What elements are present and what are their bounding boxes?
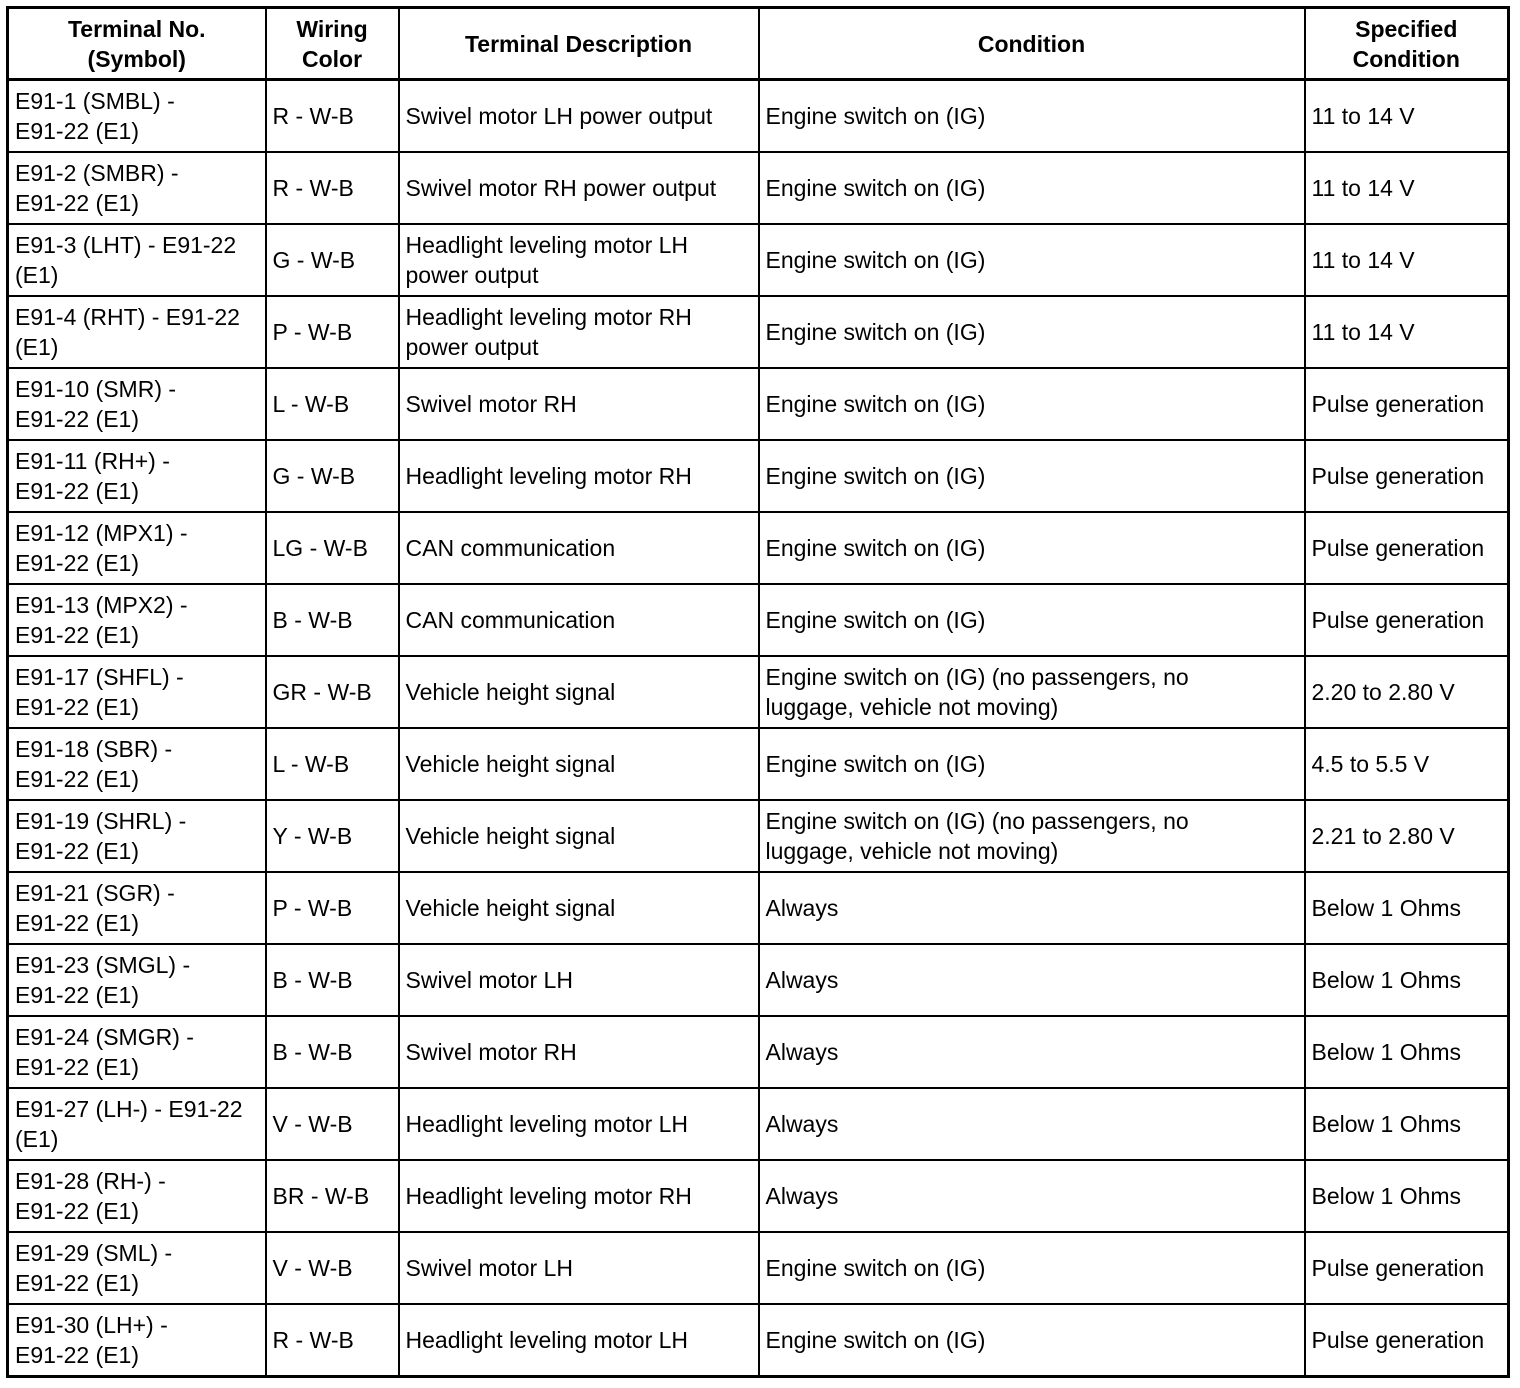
specified-condition-cell: Below 1 Ohms	[1305, 1160, 1509, 1232]
condition-cell	[759, 1232, 1305, 1304]
description-cell	[399, 872, 759, 944]
table-row	[8, 296, 1509, 368]
header-condition	[759, 8, 1305, 80]
cell-line: Always	[765, 1039, 839, 1065]
cell-line: E91-13 (MPX2) -	[15, 592, 188, 618]
cell-line: Swivel motor LH	[405, 967, 573, 993]
cell-line: Engine switch on (IG)	[765, 1327, 986, 1353]
cell-line: power output	[405, 262, 539, 288]
wiring-color-cell: B - W-B	[266, 1016, 399, 1088]
cell-line: Headlight leveling motor LH	[405, 1327, 689, 1353]
specified-condition-cell: Pulse generation	[1305, 440, 1509, 512]
cell-line: E91-12 (MPX1) -	[15, 520, 188, 546]
cell-line: (E1)	[15, 334, 59, 360]
cell-line: E91-18 (SBR) -	[15, 736, 173, 762]
wiring-color-cell: V - W-B	[266, 1088, 399, 1160]
description-cell	[399, 1016, 759, 1088]
cell-line: Engine switch on (IG)	[765, 319, 986, 345]
wiring-color-cell: G - W-B	[266, 440, 399, 512]
specified-condition-cell: Below 1 Ohms	[1305, 1088, 1509, 1160]
specified-condition-cell: Pulse generation	[1305, 512, 1509, 584]
condition-cell	[759, 584, 1305, 656]
table-row	[8, 944, 1509, 1016]
cell-line: (E1)	[15, 1126, 59, 1152]
cell-line: Swivel motor LH power output	[405, 103, 713, 129]
cell-line: Headlight leveling motor RH	[405, 1183, 692, 1209]
specified-condition-cell: 11 to 14 V	[1305, 296, 1509, 368]
cell-line: E91-3 (LHT) - E91-22	[15, 232, 237, 258]
cell-line: E91-27 (LH-) - E91-22	[15, 1096, 243, 1122]
specified-condition-cell: Pulse generation	[1305, 368, 1509, 440]
terminal-cell	[8, 1160, 266, 1232]
cell-line: E91-4 (RHT) - E91-22	[15, 304, 240, 330]
cell-line: luggage, vehicle not moving)	[765, 694, 1059, 720]
cell-line: E91-28 (RH-) -	[15, 1168, 166, 1194]
description-cell	[399, 440, 759, 512]
wiring-color-cell: B - W-B	[266, 584, 399, 656]
description-cell	[399, 1088, 759, 1160]
description-cell	[399, 656, 759, 728]
specified-condition-cell: 2.20 to 2.80 V	[1305, 656, 1509, 728]
specified-condition-cell: 4.5 to 5.5 V	[1305, 728, 1509, 800]
table-row	[8, 440, 1509, 512]
cell-line: E91-22 (E1)	[15, 982, 140, 1008]
description-cell	[399, 296, 759, 368]
cell-line: E91-22 (E1)	[15, 1342, 140, 1368]
cell-line: E91-22 (E1)	[15, 478, 140, 504]
condition-cell	[759, 872, 1305, 944]
description-cell	[399, 1160, 759, 1232]
condition-cell	[759, 944, 1305, 1016]
condition-cell	[759, 1016, 1305, 1088]
terminal-cell	[8, 440, 266, 512]
cell-line: Vehicle height signal	[405, 823, 616, 849]
description-cell	[399, 944, 759, 1016]
wiring-color-cell: BR - W-B	[266, 1160, 399, 1232]
description-cell	[399, 224, 759, 296]
terminal-cell	[8, 80, 266, 153]
condition-cell	[759, 296, 1305, 368]
cell-line: Swivel motor RH	[405, 1039, 577, 1065]
table-row	[8, 224, 1509, 296]
table-body	[8, 80, 1509, 1377]
cell-line: Engine switch on (IG) (no passengers, no	[765, 664, 1189, 690]
terminal-cell	[8, 224, 266, 296]
cell-line: Engine switch on (IG)	[765, 535, 986, 561]
description-cell	[399, 80, 759, 153]
cell-line: E91-10 (SMR) -	[15, 376, 177, 402]
cell-line: Always	[765, 967, 839, 993]
description-cell	[399, 728, 759, 800]
table-row	[8, 368, 1509, 440]
table-row	[8, 1160, 1509, 1232]
wiring-color-cell: GR - W-B	[266, 656, 399, 728]
table-row	[8, 1016, 1509, 1088]
terminal-cell	[8, 152, 266, 224]
table-row	[8, 800, 1509, 872]
cell-line: Engine switch on (IG)	[765, 247, 986, 273]
cell-line: E91-22 (E1)	[15, 190, 140, 216]
header-wiring-color	[266, 8, 399, 80]
wiring-color-cell: P - W-B	[266, 872, 399, 944]
terminal-cell	[8, 728, 266, 800]
cell-line: Engine switch on (IG)	[765, 463, 986, 489]
condition-cell	[759, 224, 1305, 296]
cell-line: E91-22 (E1)	[15, 622, 140, 648]
cell-line: Headlight leveling motor LH	[405, 232, 689, 258]
cell-line: E91-21 (SGR) -	[15, 880, 175, 906]
cell-line: E91-1 (SMBL) -	[15, 88, 175, 114]
cell-line: Vehicle height signal	[405, 751, 616, 777]
header-line: (Symbol)	[87, 45, 186, 72]
cell-line: E91-30 (LH+) -	[15, 1312, 168, 1338]
table-header-row	[8, 8, 1509, 80]
cell-line: E91-22 (E1)	[15, 694, 140, 720]
description-cell	[399, 368, 759, 440]
specified-condition-cell: Below 1 Ohms	[1305, 944, 1509, 1016]
table-row	[8, 656, 1509, 728]
terminal-cell	[8, 512, 266, 584]
cell-line: Engine switch on (IG)	[765, 103, 986, 129]
header-line: Condition	[977, 30, 1086, 57]
terminal-cell	[8, 296, 266, 368]
wiring-color-cell: G - W-B	[266, 224, 399, 296]
wiring-color-cell: Y - W-B	[266, 800, 399, 872]
cell-line: Vehicle height signal	[405, 679, 616, 705]
cell-line: E91-22 (E1)	[15, 550, 140, 576]
description-cell	[399, 1232, 759, 1304]
specified-condition-cell: Below 1 Ohms	[1305, 872, 1509, 944]
terminal-cell	[8, 1016, 266, 1088]
description-cell	[399, 152, 759, 224]
terminal-spec-table	[6, 6, 1510, 1378]
cell-line: Headlight leveling motor LH	[405, 1111, 689, 1137]
cell-line: Always	[765, 895, 839, 921]
condition-cell	[759, 1088, 1305, 1160]
terminal-cell	[8, 1232, 266, 1304]
cell-line: Always	[765, 1111, 839, 1137]
condition-cell	[759, 800, 1305, 872]
header-line: Wiring	[296, 15, 368, 42]
wiring-color-cell: L - W-B	[266, 728, 399, 800]
cell-line: Engine switch on (IG)	[765, 1255, 986, 1281]
cell-line: E91-22 (E1)	[15, 838, 140, 864]
wiring-color-cell: R - W-B	[266, 80, 399, 153]
cell-line: Headlight leveling motor RH	[405, 304, 692, 330]
table-row	[8, 872, 1509, 944]
cell-line: E91-19 (SHRL) -	[15, 808, 187, 834]
table-row	[8, 728, 1509, 800]
cell-line: Engine switch on (IG) (no passengers, no	[765, 808, 1189, 834]
table-row	[8, 1088, 1509, 1160]
header-terminal-no	[8, 8, 266, 80]
wiring-color-cell: R - W-B	[266, 1304, 399, 1377]
terminal-cell	[8, 944, 266, 1016]
specified-condition-cell: 11 to 14 V	[1305, 224, 1509, 296]
cell-line: E91-2 (SMBR) -	[15, 160, 179, 186]
description-cell	[399, 584, 759, 656]
terminal-cell	[8, 872, 266, 944]
terminal-cell	[8, 368, 266, 440]
cell-line: Always	[765, 1183, 839, 1209]
specified-condition-cell: 11 to 14 V	[1305, 80, 1509, 153]
wiring-color-cell: V - W-B	[266, 1232, 399, 1304]
cell-line: Swivel motor RH power output	[405, 175, 717, 201]
cell-line: Engine switch on (IG)	[765, 175, 986, 201]
header-line: Terminal Description	[464, 30, 693, 57]
table-row	[8, 1304, 1509, 1377]
header-line: Condition	[1352, 45, 1460, 72]
condition-cell	[759, 368, 1305, 440]
terminal-cell	[8, 800, 266, 872]
condition-cell	[759, 1160, 1305, 1232]
terminal-cell	[8, 584, 266, 656]
header-line: Color	[301, 45, 363, 72]
condition-cell	[759, 152, 1305, 224]
description-cell	[399, 800, 759, 872]
cell-line: E91-29 (SML) -	[15, 1240, 173, 1266]
cell-line: CAN communication	[405, 607, 616, 633]
cell-line: E91-11 (RH+) -	[15, 448, 170, 474]
cell-line: E91-22 (E1)	[15, 1054, 140, 1080]
cell-line: E91-24 (SMGR) -	[15, 1024, 194, 1050]
cell-line: E91-22 (E1)	[15, 1270, 140, 1296]
wiring-color-cell: L - W-B	[266, 368, 399, 440]
cell-line: Headlight leveling motor RH	[405, 463, 692, 489]
specified-condition-cell: Below 1 Ohms	[1305, 1016, 1509, 1088]
cell-line: E91-22 (E1)	[15, 766, 140, 792]
cell-line: (E1)	[15, 262, 59, 288]
condition-cell	[759, 656, 1305, 728]
wiring-color-cell: B - W-B	[266, 944, 399, 1016]
description-cell	[399, 512, 759, 584]
wiring-color-cell: LG - W-B	[266, 512, 399, 584]
header-specified-condition	[1305, 8, 1509, 80]
cell-line: E91-22 (E1)	[15, 406, 140, 432]
cell-line: Engine switch on (IG)	[765, 391, 986, 417]
wiring-color-cell: P - W-B	[266, 296, 399, 368]
cell-line: E91-17 (SHFL) -	[15, 664, 184, 690]
specified-condition-cell: Pulse generation	[1305, 584, 1509, 656]
header-terminal-description	[399, 8, 759, 80]
cell-line: Swivel motor LH	[405, 1255, 573, 1281]
condition-cell	[759, 440, 1305, 512]
cell-line: Swivel motor RH	[405, 391, 577, 417]
terminal-cell	[8, 1088, 266, 1160]
description-cell	[399, 1304, 759, 1377]
table-row	[8, 152, 1509, 224]
specified-condition-cell: Pulse generation	[1305, 1232, 1509, 1304]
table-row	[8, 512, 1509, 584]
specified-condition-cell: Pulse generation	[1305, 1304, 1509, 1377]
cell-line: power output	[405, 334, 539, 360]
condition-cell	[759, 728, 1305, 800]
table-row	[8, 1232, 1509, 1304]
cell-line: E91-22 (E1)	[15, 118, 140, 144]
header-line: Specified	[1355, 15, 1458, 42]
cell-line: E91-22 (E1)	[15, 1198, 140, 1224]
wiring-color-cell: R - W-B	[266, 152, 399, 224]
terminal-cell	[8, 656, 266, 728]
cell-line: CAN communication	[405, 535, 616, 561]
table-row	[8, 584, 1509, 656]
specified-condition-cell: 11 to 14 V	[1305, 152, 1509, 224]
cell-line: E91-22 (E1)	[15, 910, 140, 936]
cell-line: E91-23 (SMGL) -	[15, 952, 191, 978]
cell-line: Engine switch on (IG)	[765, 751, 986, 777]
table-row	[8, 80, 1509, 153]
condition-cell	[759, 512, 1305, 584]
header-line: Terminal No.	[67, 15, 206, 42]
specified-condition-cell: 2.21 to 2.80 V	[1305, 800, 1509, 872]
cell-line: luggage, vehicle not moving)	[765, 838, 1059, 864]
cell-line: Vehicle height signal	[405, 895, 616, 921]
terminal-cell	[8, 1304, 266, 1377]
condition-cell	[759, 1304, 1305, 1377]
condition-cell	[759, 80, 1305, 153]
cell-line: Engine switch on (IG)	[765, 607, 986, 633]
